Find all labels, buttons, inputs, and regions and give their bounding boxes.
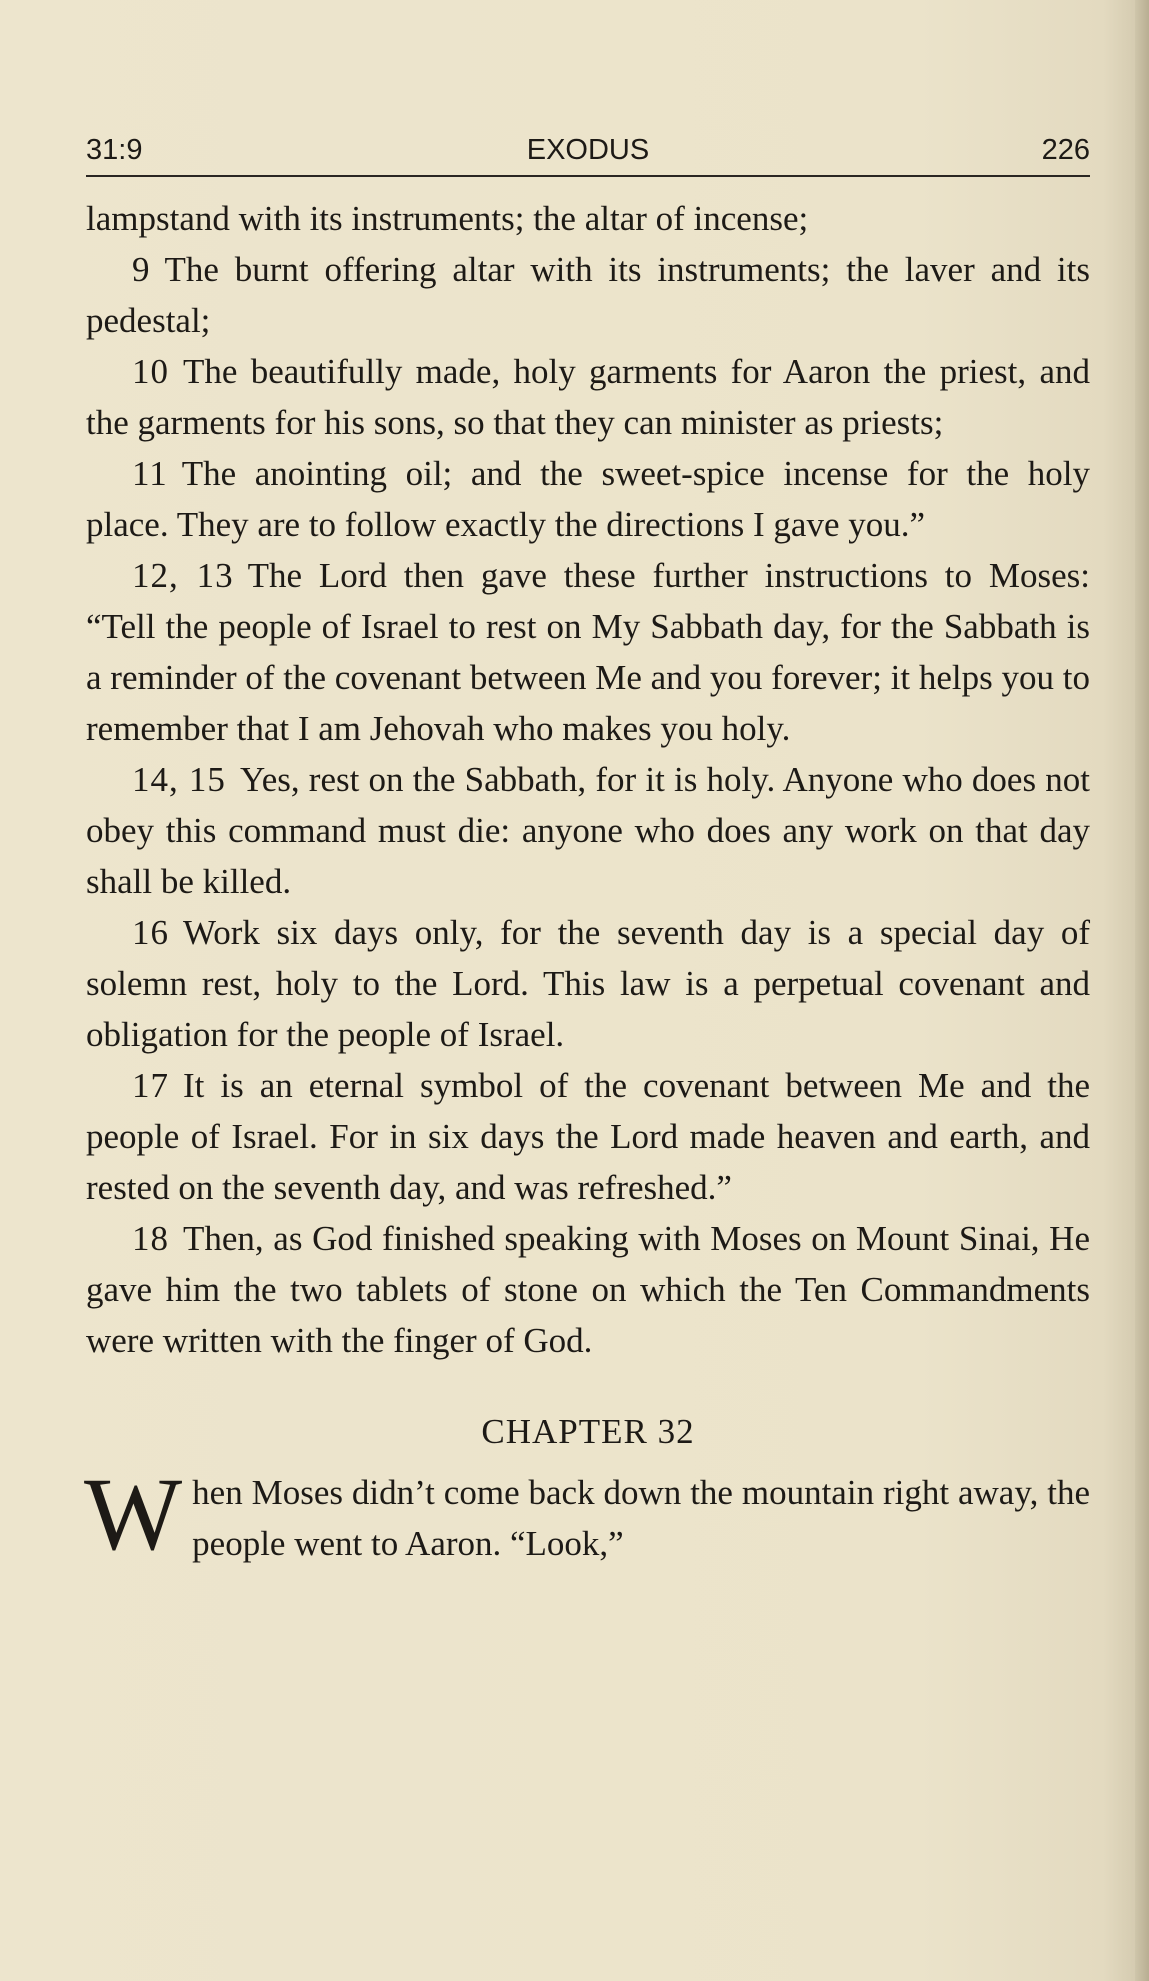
verse-paragraph	[86, 346, 1090, 448]
verse-paragraph	[86, 244, 1090, 346]
paragraph-text: The burnt offering altar with its instruments; the laver and its pedestal;	[86, 250, 1090, 340]
verse-paragraph	[86, 448, 1090, 550]
paragraph-text: Yes, rest on the Sabbath, for it is holy. Anyone who does not obey this command must die: anyone who does any work on that day shall be killed.	[86, 760, 1090, 901]
verse-paragraph	[86, 754, 1090, 907]
verse-paragraph	[86, 550, 1090, 754]
chapter-opening-paragraph	[84, 1457, 1090, 1572]
paragraph-continuation	[86, 193, 1090, 244]
header-book-title: EXODUS	[526, 134, 650, 166]
paragraph-text: It is an eternal symbol of the covenant between Me and the people of Israel. For in six days the Lord made heaven and earth, and rested on the seventh day, and was refreshed.”	[86, 1066, 1090, 1207]
verse-paragraph	[86, 907, 1090, 1060]
body-text	[84, 193, 1091, 1572]
paragraph-text: The beautifully made, holy garments for Aaron the priest, and the garments for his sons, so that they can minister as priests;	[86, 352, 1090, 442]
verse-paragraph	[86, 1060, 1090, 1213]
header-reference: 31:9	[86, 134, 143, 166]
page-edge	[1135, 0, 1149, 1981]
verse-number: 9	[132, 250, 151, 289]
verse-paragraph	[86, 1213, 1090, 1366]
verse-number: 18	[132, 1219, 169, 1258]
paragraph-text: The Lord then gave these further instructions to Moses: “Tell the people of Israel to rest on My Sabbath day, for the Sabbath is a reminder of the covenant between Me and you forever; it helps you to remember that I am Jehovah who makes you holy.	[86, 556, 1091, 748]
verse-number: 14, 15	[132, 760, 226, 799]
verse-number: 16	[132, 913, 169, 952]
paragraph-text: lampstand with its instruments; the altar of incense;	[86, 199, 809, 238]
verse-number: 12, 13	[132, 556, 234, 595]
chapter-heading: CHAPTER 32	[481, 1412, 695, 1451]
paragraph-text: Then, as God finished speaking with Moses on Mount Sinai, He gave him the two tablets of stone on which the Ten Commandments were written with the finger of God.	[86, 1219, 1090, 1360]
running-header	[86, 134, 1090, 174]
drop-cap: W	[84, 1457, 183, 1572]
verse-number: 11	[132, 454, 168, 493]
header-page-number: 226	[1041, 134, 1090, 166]
paragraph-text: hen Moses didn’t come back down the mountain right away, the people went to Aaron. “Look,”	[192, 1473, 1090, 1563]
header-rule	[86, 175, 1090, 177]
paragraph-text: The anointing oil; and the sweet-spice incense for the holy place. They are to follow exactly the directions I gave you.”	[86, 454, 1090, 544]
paragraph-text: Work six days only, for the seventh day is a special day of solemn rest, holy to the Lord. This law is a perpetual covenant and obligation for the people of Israel.	[86, 913, 1090, 1054]
verse-number: 17	[132, 1066, 169, 1105]
verse-number: 10	[132, 352, 169, 391]
